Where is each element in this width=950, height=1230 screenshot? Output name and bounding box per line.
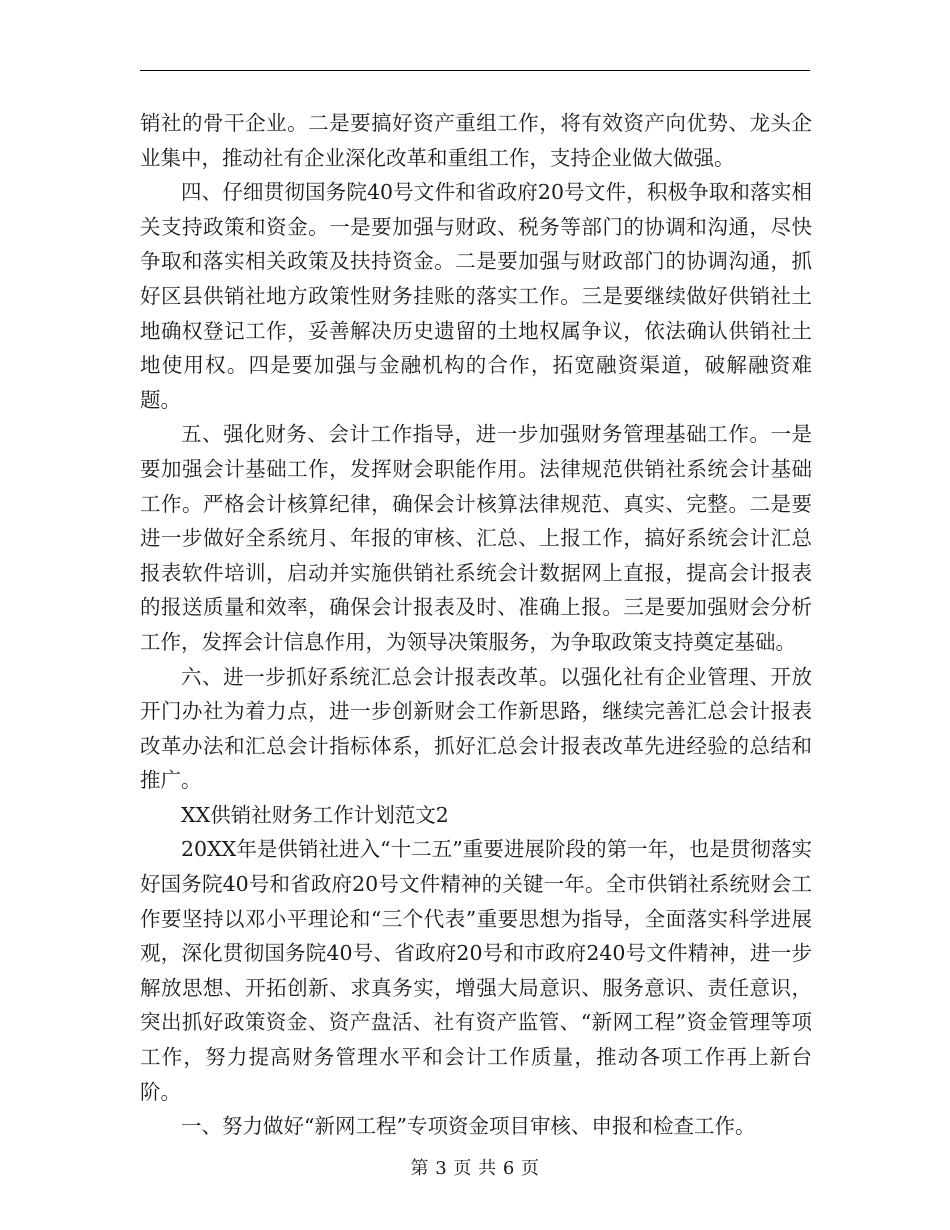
footer-suffix: 页 [521,1158,540,1179]
page-footer [0,1154,950,1180]
header-rule [140,70,810,71]
paragraph-intro: 20XX年是供销社进入“十二五”重要进展阶段的第一年，也是贯彻落实好国务院40号和省政府20号文件精神的关键一年。全市供销社系统财会工作要坚持以邓小平理论和“三个代表”重要思想为指导，全面落实科学进展观，深化贯彻国务院40号、省政府20号和市政府240号文件精神，进一步解放思想、开拓创新、求真务实，增强大局意识、服务意识、责任意识，突出抓好政策资金、资产盘活、社有资产监管、“新网工程”资金管理等项工作，努力提高财务管理水平和会计工作质量，推动各项工作再上新台阶。 [140,837,812,1104]
paragraph-section-six: 六、进一步抓好系统汇总会计报表改革。以强化社有企业管理、开放开门办社为着力点，进一步创新财会工作新思路，继续完善汇总会计报表改革办法和汇总会计指标体系，抓好汇总会计报表改革先进经验的总结和推广。 [140,664,812,793]
footer-current-page: 3 [435,1158,448,1179]
footer-prefix: 第 [410,1158,429,1179]
footer-mid: 页 共 [453,1158,497,1179]
footer-total-pages: 6 [502,1158,515,1179]
paragraph-item-one: 一、努力做好“新网工程”专项资金项目审核、申报和检查工作。 [181,1114,756,1139]
document-body [140,106,812,1144]
paragraph-section-five: 五、强化财务、会计工作指导，进一步加强财务管理基础工作。一是要加强会计基础工作，发挥财会职能作用。法律规范供销社系统会计基础工作。严格会计核算纪律，确保会计核算法律规范、真实、完整。二是要进一步做好全系统月、年报的审核、汇总、上报工作，搞好系统会计汇总报表软件培训，启动并实施供销社系统会计数据网上直报，提高会计报表的报送质量和效率，确保会计报表及时、准确上报。三是要加强财会分析工作，发挥会计信息作用，为领导决策服务，为争取政策支持奠定基础。 [140,422,812,654]
paragraph-section-four: 四、仔细贯彻国务院40号文件和省政府20号文件，积极争取和落实相关支持政策和资金。一是要加强与财政、税务等部门的协调和沟通，尽快争取和落实相关政策及扶持资金。二是要加强与财政部门的协调沟通，抓好区县供销社地方政策性财务挂账的落实工作。三是要继续做好供销社土地确权登记工作，妥善解决历史遗留的土地权属争议，依法确认供销社土地使用权。四是要加强与金融机构的合作，拓宽融资渠道，破解融资难题。 [140,180,812,412]
paragraph-continuation: 销社的骨干企业。二是要搞好资产重组工作，将有效资产向优势、龙头企业集中，推动社有企业深化改革和重组工作，支持企业做大做强。 [140,111,812,170]
section-heading: XX供销社财务工作计划范文2 [181,802,449,827]
